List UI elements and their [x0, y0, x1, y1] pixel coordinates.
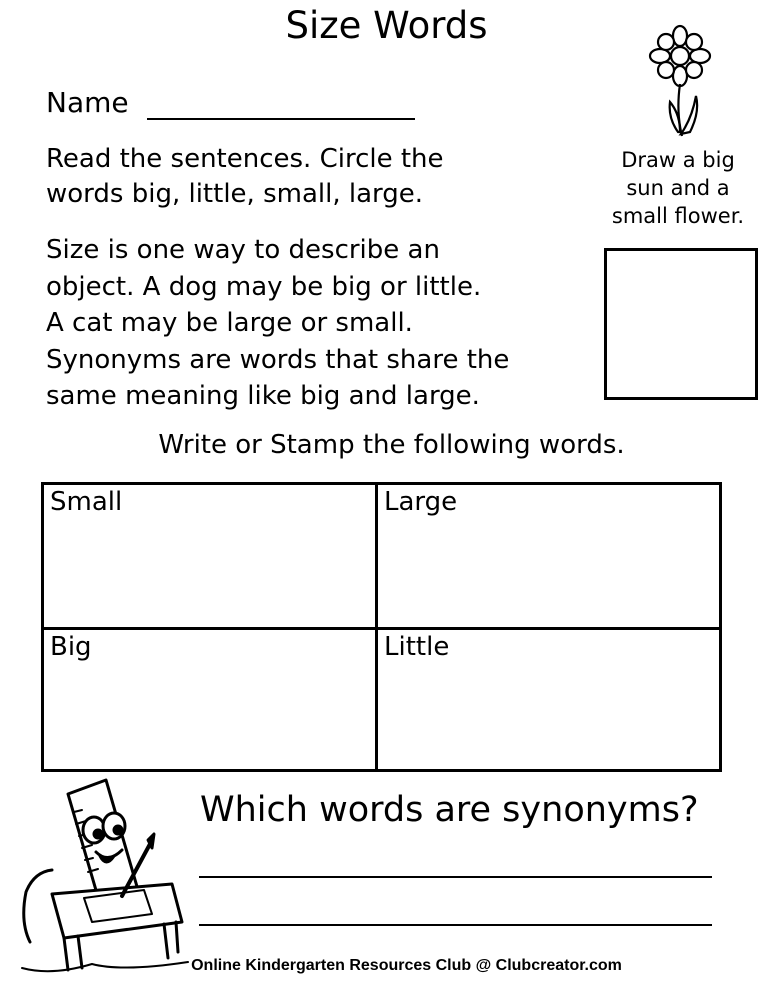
drawing-prompt-line: small flower. [611, 204, 745, 228]
instruction-line: words big, little, small, large. [46, 179, 423, 209]
footer-credit: Online Kindergarten Resources Club @ Clubcreator.com [191, 957, 622, 974]
answer-line[interactable] [199, 876, 712, 878]
drawing-prompt-line: Draw a big [621, 148, 735, 172]
ruler-mascot-icon [12, 772, 190, 982]
word-cell-large[interactable]: Large [375, 485, 719, 627]
passage-line: Synonyms are words that share the [46, 344, 510, 375]
synonym-question: Which words are synonyms? [200, 790, 699, 830]
word-cell-big[interactable]: Big [44, 627, 375, 769]
passage-line: A cat may be large or small. [46, 308, 413, 339]
flower-icon [640, 22, 720, 142]
drawing-prompt [598, 146, 758, 230]
answer-line[interactable] [199, 924, 712, 926]
name-label: Name [46, 86, 129, 119]
word-grid [41, 482, 722, 772]
page-title: Size Words [285, 4, 488, 47]
instruction-line: Read the sentences. Circle the [46, 144, 444, 174]
word-cell-little[interactable]: Little [375, 627, 719, 769]
drawing-box[interactable] [604, 248, 758, 400]
name-write-line[interactable] [147, 118, 415, 120]
word-cell-small[interactable]: Small [50, 487, 123, 517]
passage-line: object. A dog may be big or little. [46, 271, 482, 302]
passage-line: same meaning like big and large. [46, 381, 480, 412]
instructions [46, 142, 444, 212]
stamp-heading: Write or Stamp the following words. [158, 430, 625, 460]
drawing-prompt-line: sun and a [626, 176, 730, 200]
passage-line: Size is one way to describe an [46, 235, 440, 265]
reading-passage [46, 232, 509, 415]
